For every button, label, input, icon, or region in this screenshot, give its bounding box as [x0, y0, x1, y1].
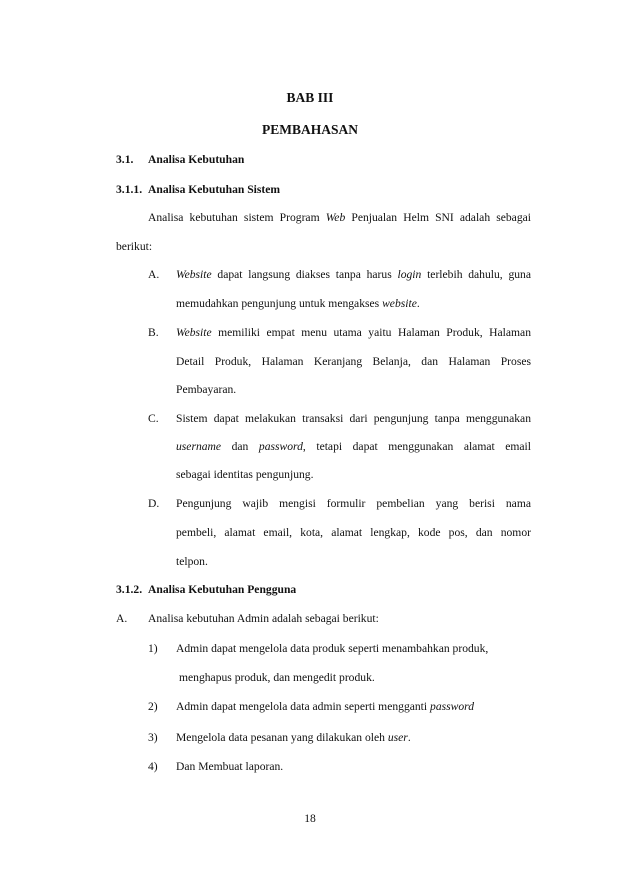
list-item-text: telpon. — [176, 555, 208, 568]
list-item-text: pembeli, alamat email, kota, alamat lengkap, kode pos, dan nomor — [176, 526, 531, 539]
list-item-label: 1) — [148, 642, 158, 655]
list-item-label: C. — [148, 412, 159, 425]
page-number: 18 — [304, 812, 316, 825]
list-item-text: Detail Produk, Halaman Keranjang Belanja, dan Halaman Proses — [176, 355, 531, 368]
list-item-text: sebagai identitas pengunjung. — [176, 468, 314, 481]
list-item-label: A. — [148, 268, 160, 281]
subsection-number: 3.1.1. — [116, 183, 143, 196]
list-item-text: Admin dapat mengelola data admin seperti mengganti password — [176, 700, 475, 713]
intro-line: berikut: — [116, 240, 153, 253]
list-item-label: 4) — [148, 760, 158, 773]
chapter-number: BAB III — [286, 90, 334, 105]
list-item-text: Admin dapat mengelola data produk seperti menambahkan produk, — [176, 642, 489, 655]
list-item-text: memudahkan pengunjung untuk mengakses website. — [176, 297, 420, 310]
subsection-title: Analisa Kebutuhan Sistem — [148, 183, 281, 196]
list-item-label: 2) — [148, 700, 158, 713]
list-item-text: Analisa kebutuhan Admin adalah sebagai berikut: — [148, 612, 379, 625]
intro-line: Analisa kebutuhan sistem Program Web Penjualan Helm SNI adalah sebagai — [148, 211, 531, 224]
list-item-text: Pengunjung wajib mengisi formulir pembelian yang berisi nama — [176, 497, 531, 510]
list-item-label: D. — [148, 497, 160, 510]
section-number: 3.1. — [116, 153, 134, 166]
list-item-text: Website dapat langsung diakses tanpa harus login terlebih dahulu, guna — [176, 268, 531, 281]
list-item-text: Pembayaran. — [176, 383, 237, 396]
list-item-text: menghapus produk, dan mengedit produk. — [179, 671, 375, 684]
list-item-text: Sistem dapat melakukan transaksi dari pengunjung tanpa menggunakan — [176, 412, 531, 425]
list-item-text: username dan password, tetapi dapat menggunakan alamat email — [176, 440, 531, 453]
section-title: Analisa Kebutuhan — [148, 153, 245, 166]
list-item-label: 3) — [148, 731, 158, 744]
list-item-text: Website memiliki empat menu utama yaitu Halaman Produk, Halaman — [176, 326, 531, 339]
subsection-title: Analisa Kebutuhan Pengguna — [148, 583, 297, 596]
list-item-label: A. — [116, 612, 128, 625]
subsection-number: 3.1.2. — [116, 583, 143, 596]
list-item-text: Dan Membuat laporan. — [176, 760, 284, 773]
list-item-text: Mengelola data pesanan yang dilakukan oleh user. — [176, 731, 411, 744]
list-item-label: B. — [148, 326, 159, 339]
chapter-title: PEMBAHASAN — [261, 122, 358, 137]
